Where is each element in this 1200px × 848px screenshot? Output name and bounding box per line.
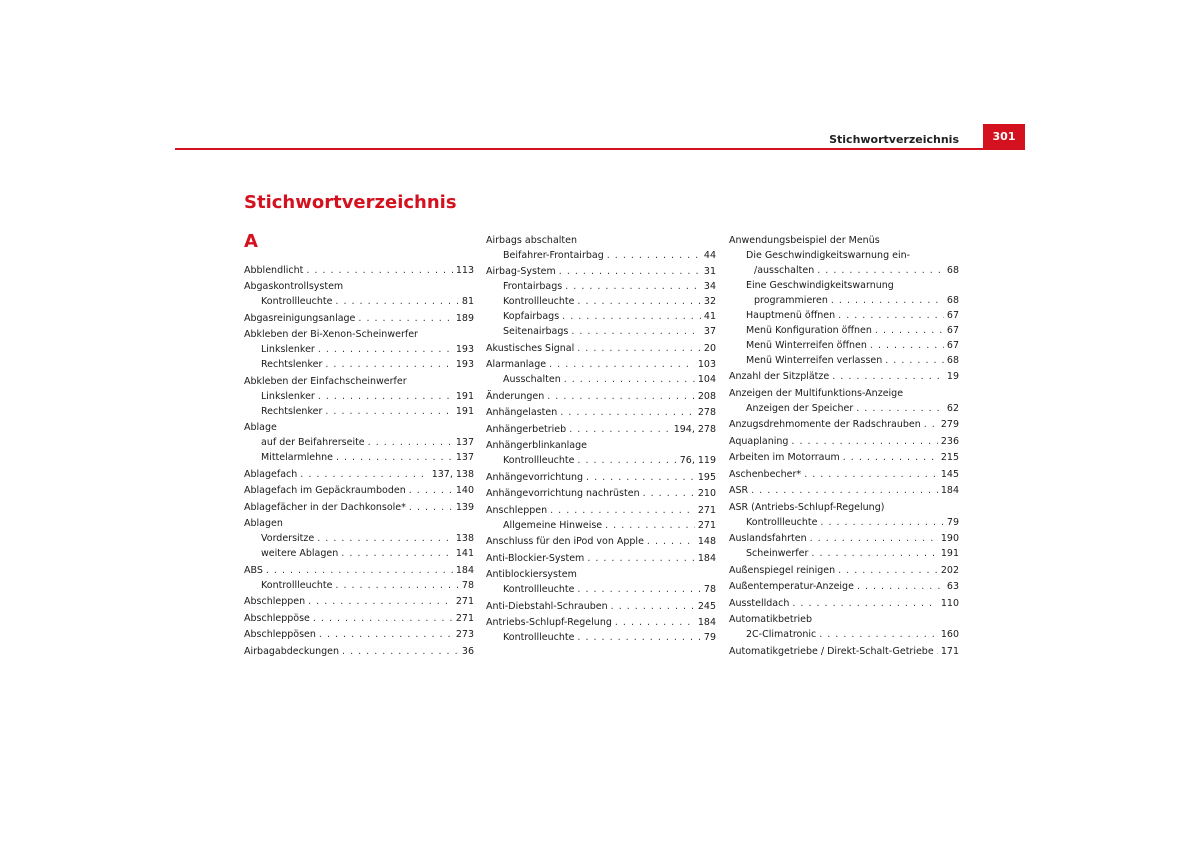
index-heading: ASR (Antriebs-Schlupf-Regelung) [729,501,885,513]
index-heading: Antiblockiersystem [486,569,577,580]
dot-leader [819,627,938,642]
index-entry [486,470,716,485]
index-subentry [244,342,474,357]
entry-page-ref: 141 [455,548,474,559]
index-entry [486,551,716,566]
dot-leader [856,401,944,416]
dot-leader [832,369,944,384]
index-subentry [486,372,716,387]
index-subentry [729,627,959,642]
dot-leader [804,467,938,482]
entry-page-ref: 208 [697,390,716,402]
entry-term: Kontrollleuchte [503,584,575,595]
dot-leader [325,357,453,372]
dot-leader [838,308,944,323]
entry-page-ref: 41 [703,311,716,322]
entry-page-ref: 137 [455,452,474,463]
entry-page-ref: 191 [455,390,474,402]
index-column-1 [244,261,474,659]
dot-leader [336,450,453,465]
entry-term: Akustisches Signal [486,342,575,354]
entry-page-ref: 191 [940,548,959,559]
dot-leader [791,434,937,449]
index-subentry [729,263,959,278]
index-entry [729,369,959,384]
index-entry [486,534,716,549]
entry-page-ref: 202 [940,564,959,576]
index-column-3 [729,231,959,659]
entry-page-ref: 68 [946,294,959,306]
entry-page-ref: 184 [940,485,959,496]
index-entry [244,467,474,482]
entry-page-ref: 31 [703,266,716,277]
index-entry [486,405,716,420]
entry-term: Kontrollleuchte [503,632,575,643]
entry-page-ref: 193 [455,359,474,370]
entry-term: Anzugsdrehmomente der Radschrauben [729,419,921,430]
index-subentry [244,531,474,546]
entry-term: Menü Konfiguration öffnen [746,324,872,336]
dot-leader [586,470,695,485]
entry-term: Außenspiegel reinigen [729,564,836,576]
entry-page-ref: 271 [697,519,716,531]
entry-term: Abschleppöse [244,612,310,624]
entry-term: /ausschalten [754,264,815,276]
entry-page-ref: 279 [940,419,959,430]
entry-page-ref: 139 [455,501,474,513]
index-heading: Abkleben der Einfachscheinwerfer [244,375,407,387]
entry-page-ref: 184 [697,617,716,628]
entry-term: Änderungen [486,390,545,402]
dot-leader [547,389,695,404]
entry-page-ref: 137, 138 [431,468,474,480]
entry-page-ref: 184 [455,564,474,576]
index-subentry [729,515,959,530]
entry-term: Anhängelasten [486,407,558,418]
entry-term: Kontrollleuchte [261,579,333,591]
entry-page-ref: 145 [940,468,959,480]
entry-term: Rechtslenker [261,405,323,417]
entry-term: Ausstelldach [729,597,790,609]
entry-term: Mittelarmlehne [261,452,333,463]
entry-term: Automatikgetriebe / Direkt-Schalt-Getriebe [729,645,934,657]
index-heading: Automatikbetrieb [729,614,813,625]
index-subentry [486,279,716,294]
dot-leader [342,644,459,659]
index-entry [244,611,474,626]
dot-leader [605,518,695,533]
dot-leader [318,342,453,357]
index-entry [729,644,959,659]
index-subentry [486,518,716,533]
index-entry [729,579,959,594]
entry-term: Abschleppen [244,596,306,607]
entry-page-ref: 78 [703,584,716,595]
dot-leader [562,309,701,324]
entry-page-ref: 68 [946,264,959,276]
header-rule [175,148,1025,150]
entry-term: Seitenairbags [503,326,569,337]
entry-page-ref: 184 [697,552,716,564]
entry-page-ref: 140 [455,485,474,496]
entry-term: Kontrollleuchte [503,455,575,466]
entry-term: Beifahrer-Frontairbag [503,249,604,261]
dot-leader [857,579,944,594]
entry-page-ref: 191 [455,405,474,417]
entry-term: Linkslenker [261,390,315,402]
entry-term: Anschleppen [486,504,548,516]
index-subentry [486,453,716,468]
entry-page-ref: 138 [455,533,474,544]
entry-page-ref: 78 [461,579,474,591]
entry-term: Aschenbecher* [729,468,802,480]
entry-page-ref: 67 [946,309,959,321]
entry-term: Vordersitze [261,533,315,544]
dot-leader [266,563,453,578]
dot-leader [549,357,695,372]
index-entry [244,563,474,578]
entry-page-ref: 79 [703,632,716,643]
index-subentry [486,294,716,309]
entry-term: Kontrollleuchte [261,296,333,307]
index-entry [729,434,959,449]
dot-leader [341,546,453,561]
entry-page-ref: 271 [697,504,716,516]
entry-term: Aquaplaning [729,435,789,447]
index-subentry [244,578,474,593]
index-entry [729,531,959,546]
dot-leader [647,534,695,549]
dot-leader [550,503,695,518]
entry-term: Anhängerbetrieb [486,423,567,435]
entry-term: Abblendlicht [244,264,304,276]
index-column-2 [486,231,716,645]
index-entry [486,503,716,518]
dot-leader [325,404,453,419]
dot-leader [564,372,695,387]
entry-term: programmieren [754,294,828,306]
entry-page-ref: 245 [697,600,716,612]
entry-term: Allgemeine Hinweise [503,519,603,531]
entry-page-ref: 278 [697,407,716,418]
dot-leader [577,630,700,645]
entry-term: Auslandsfahrten [729,533,807,544]
dot-leader [820,515,943,530]
index-subentry [244,404,474,419]
dot-leader [587,551,695,566]
dot-leader [368,435,453,450]
entry-term: Ausschalten [503,374,561,385]
entry-term: ABS [244,564,263,576]
entry-term: Anschluss für den iPod von Apple [486,536,644,547]
index-entry [244,594,474,609]
entry-term: Anzeigen der Speicher [746,402,854,414]
entry-page-ref: 79 [946,516,959,528]
index-subentry [729,353,959,368]
dot-leader [838,563,938,578]
entry-page-ref: 236 [940,435,959,447]
index-subentry [729,338,959,353]
index-entry [486,389,716,404]
index-heading: Abkleben der Bi-Xenon-Scheinwerfer [244,329,418,340]
entry-page-ref: 67 [946,324,959,336]
index-subentry [244,389,474,404]
index-entry [729,483,959,498]
dot-leader [615,615,695,630]
section-letter: A [244,231,258,252]
entry-page-ref: 110 [940,597,959,609]
index-subentry [486,309,716,324]
index-subentry [486,248,716,263]
dot-leader [571,324,701,339]
index-entry [244,483,474,498]
dot-leader [308,594,453,609]
entry-page-ref: 194, 278 [673,423,716,435]
entry-page-ref: 113 [455,264,474,276]
dot-leader [607,248,701,263]
entry-page-ref: 193 [455,344,474,355]
index-entry [486,357,716,372]
entry-page-ref: 67 [946,339,959,351]
entry-page-ref: 68 [946,354,959,366]
dot-leader [817,263,944,278]
dot-leader [318,389,453,404]
entry-term: Abgasreinigungsanlage [244,312,356,324]
index-subentry [244,435,474,450]
index-subentry [244,294,474,309]
entry-page-ref: 63 [946,581,959,592]
dot-leader [885,353,944,368]
entry-term: Frontairbags [503,281,563,292]
index-subentry [729,308,959,323]
dot-leader [306,263,453,278]
index-heading: Ablagen [244,518,283,529]
dot-leader [611,599,695,614]
entry-term: Arbeiten im Motorraum [729,452,840,463]
entry-term: weitere Ablagen [261,548,339,559]
index-subentry [486,630,716,645]
entry-term: Ablagefächer in der Dachkonsole* [244,501,406,513]
dot-leader [577,453,676,468]
entry-term: ASR [729,485,749,496]
index-heading: Ablage [244,422,277,433]
entry-page-ref: 34 [703,281,716,292]
index-entry [244,500,474,515]
index-subheading: Die Geschwindigkeitswarnung ein- [746,249,911,261]
entry-page-ref: 171 [940,645,959,657]
dot-leader [358,311,452,326]
entry-page-ref: 210 [697,488,716,499]
entry-page-ref: 37 [703,326,716,337]
dot-leader [577,294,700,309]
dot-leader [335,578,458,593]
dot-leader [577,582,700,597]
index-entry [486,615,716,630]
index-entry [244,263,474,278]
index-entry [729,417,959,432]
entry-page-ref: 19 [946,371,959,382]
entry-term: Hauptmenü öffnen [746,309,836,321]
entry-page-ref: 81 [461,296,474,307]
entry-page-ref: 189 [455,312,474,324]
entry-term: Anti-Diebstahl-Schrauben [486,600,608,612]
entry-term: Kopfairbags [503,311,560,322]
index-entry [486,599,716,614]
entry-page-ref: 273 [455,629,474,640]
index-entry [729,450,959,465]
index-heading: Anwendungsbeispiel der Menüs [729,234,880,246]
entry-term: Airbagabdeckungen [244,645,340,657]
entry-page-ref: 36 [461,645,474,657]
dot-leader [565,279,701,294]
index-entry [729,596,959,611]
dot-leader [870,338,944,353]
page-title: Stichwortverzeichnis [244,192,457,213]
entry-page-ref: 215 [940,452,959,463]
entry-term: Rechtslenker [261,359,323,370]
index-subentry [729,323,959,338]
dot-leader [569,422,671,437]
index-entry [486,422,716,437]
index-subentry [729,546,959,561]
entry-page-ref: 104 [697,374,716,385]
dot-leader [300,467,428,482]
dot-leader [577,341,701,356]
entry-term: Kontrollleuchte [503,296,575,307]
dot-leader [335,294,458,309]
index-subentry [486,324,716,339]
index-entry [729,467,959,482]
entry-term: Menü Winterreifen öffnen [746,339,867,351]
dot-leader [924,417,938,432]
entry-term: Alarmanlage [486,359,547,370]
index-subentry [729,293,959,308]
entry-term: Scheinwerfer [746,548,809,559]
index-heading: Anzeigen der Multifunktions-Anzeige [729,387,904,399]
entry-term: Anti-Blockier-System [486,552,585,564]
entry-term: Kontrollleuchte [746,516,818,528]
dot-leader [843,450,938,465]
index-entry [729,563,959,578]
index-entry [486,341,716,356]
dot-leader [875,323,944,338]
entry-term: Linkslenker [261,344,315,355]
entry-page-ref: 160 [940,629,959,640]
running-header-title: Stichwortverzeichnis [829,133,959,146]
entry-term: 2C-Climatronic [746,629,817,640]
entry-page-ref: 62 [946,402,959,414]
index-entry [486,264,716,279]
dot-leader [319,627,453,642]
entry-page-ref: 32 [703,296,716,307]
entry-term: Außentemperatur-Anzeige [729,581,854,592]
dot-leader [317,531,453,546]
entry-term: Airbag-System [486,266,556,277]
dot-leader [409,483,453,498]
index-subentry [244,357,474,372]
dot-leader [559,264,701,279]
entry-page-ref: 103 [697,359,716,370]
dot-leader [937,644,938,659]
entry-page-ref: 271 [455,612,474,624]
index-heading: Airbags abschalten [486,234,577,246]
entry-page-ref: 190 [940,533,959,544]
index-subentry [486,582,716,597]
entry-page-ref: 44 [703,249,716,261]
entry-term: Menü Winterreifen verlassen [746,354,883,366]
index-entry [244,644,474,659]
index-subentry [244,450,474,465]
index-subentry [729,401,959,416]
entry-page-ref: 76, 119 [679,455,716,466]
dot-leader [751,483,938,498]
entry-page-ref: 137 [455,437,474,448]
dot-leader [313,611,453,626]
entry-term: Ablagefach [244,468,298,480]
entry-term: auf der Beifahrerseite [261,437,365,448]
page-number-badge: 301 [983,124,1025,148]
index-entry [486,486,716,501]
dot-leader [409,500,453,515]
entry-term: Antriebs-Schlupf-Regelung [486,617,612,628]
entry-term: Abschleppösen [244,629,316,640]
index-heading: Abgaskontrollsystem [244,281,344,292]
entry-term: Anhängevorrichtung nachrüsten [486,488,640,499]
entry-page-ref: 20 [703,342,716,354]
entry-term: Anhängevorrichtung [486,471,584,483]
entry-term: Ablagefach im Gepäckraumboden [244,485,406,496]
index-subheading: Eine Geschwindigkeitswarnung [746,279,894,291]
dot-leader [643,486,695,501]
index-subentry [244,546,474,561]
dot-leader [811,546,937,561]
dot-leader [810,531,938,546]
dot-leader [792,596,937,611]
dot-leader [560,405,695,420]
entry-page-ref: 148 [697,536,716,547]
entry-term: Anzahl der Sitzplätze [729,371,830,382]
entry-page-ref: 195 [697,471,716,483]
index-entry [244,627,474,642]
entry-page-ref: 271 [455,596,474,607]
index-heading: Anhängerblinkanlage [486,440,588,451]
index-entry [244,311,474,326]
dot-leader [831,293,944,308]
